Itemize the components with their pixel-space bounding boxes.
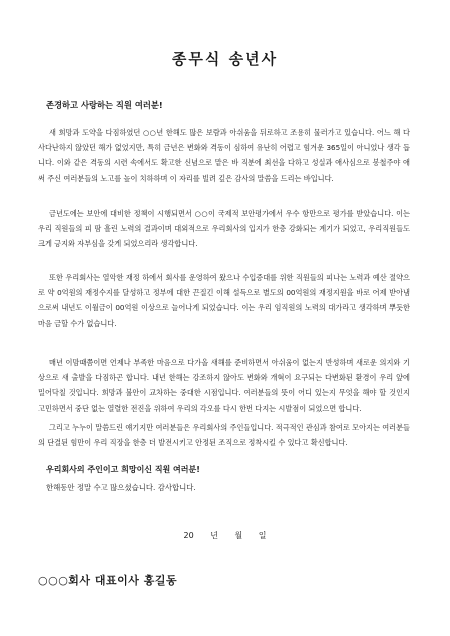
greeting-line: 존경하고 사랑하는 직원 여러분! [46,100,163,110]
signature: ○○○회사 대표이사 홍길동 [38,574,178,587]
paragraph: 그리고 누누이 말씀드린 얘기지만 여러분들은 우리회사의 주인들입니다. 적극적인 관심과 참여로 모아지는 여러분들의 단결된 힘만이 우리 직장을 한층 더 발전시키고 안정된 조직으로 정착시킬 수 있다고 확신합니다. [38,423,410,448]
closing-line: 우리회사의 주인이고 희망이신 직원 여러분! [46,465,200,474]
document-title: 종무식 송년사 [171,50,279,68]
date-line: 20 년 월 일 [183,531,267,540]
paragraph: 새 희망과 도약을 다짐하였던 ○○년 한해도 많은 보람과 아쉬움을 뒤로하고 조용히 물러가고 있습니다. 어느 해 다사다난하지 않았던 해가 없었지만, 특히 금년은 변화와 격동이 심하여 유난히 어렵고 힘겨운 365일이 아니었나 생각 듭니다. 이와 같은 격동의 시련 속에서도 확고한 신념으로 맡은 바 직분에 최선을 다하고 성실과 애사심으로 봉철주야 애써 주신 여러분들의 노고를 높이 치하하며 이 자리를 빌려 깊은 감사의 말씀을 드리는 바입니다. [38,128,410,183]
closing-thanks: 한해동안 정말 수고 많으셨습니다. 감사합니다. [46,483,196,492]
paragraph: 금년도에는 보안에 대비한 정책이 시행되면서 ○○이 국제적 보안평가에서 우수 항만으로 평가를 받았습니다. 이는 우리 직원들의 피 땀 흘린 노력의 결과이며 대외적으로 우리회사의 입지가 한층 강화되는 계기가 되었고, 우리직원들도 크게 긍지와 자부심을 갖게 되었으리라 생각합니다. [38,209,410,249]
paragraph: 매년 이맘때쯤이면 언제나 부족한 마음으로 다가올 새해를 준비하면서 아쉬움이 없는지 반성하며 새로운 의지와 기상으로 새 출발을 다짐하곤 합니다. 내년 한해는 강조하지 않아도 변화와 개혁이 요구되는 다변화된 환경이 우리 앞에 밀어닥칠 것입니다. 희망과 불안이 교차하는 중대한 시점입니다. 여러분들의 뜻이 어디 있는지 무엇을 해야 할 것인지 고민하면서 중단 없는 열렬한 전진을 위하여 우리의 각오를 다시 한번 다지는 시발점이 되었으면 합니다. [38,358,410,413]
paragraph: 또한 우리회사는 열악한 재정 하에서 회사를 운영하여 왔으나 수입증대를 위한 직원들의 피나는 노력과 예산 절약으로 약 0억원의 재정수지를 달성하고 정부에 대한 끈질긴 이해 설득으로 별도의 00억원의 재정지원을 바로 어제 받아냄으로써 내년도 이월금이 00억원 이상으로 늘어나게 되었습니다. 이는 우리 임직원의 노력의 대가라고 생각하며 뿌듯한 마음 금할 수가 없습니다. [38,273,410,328]
